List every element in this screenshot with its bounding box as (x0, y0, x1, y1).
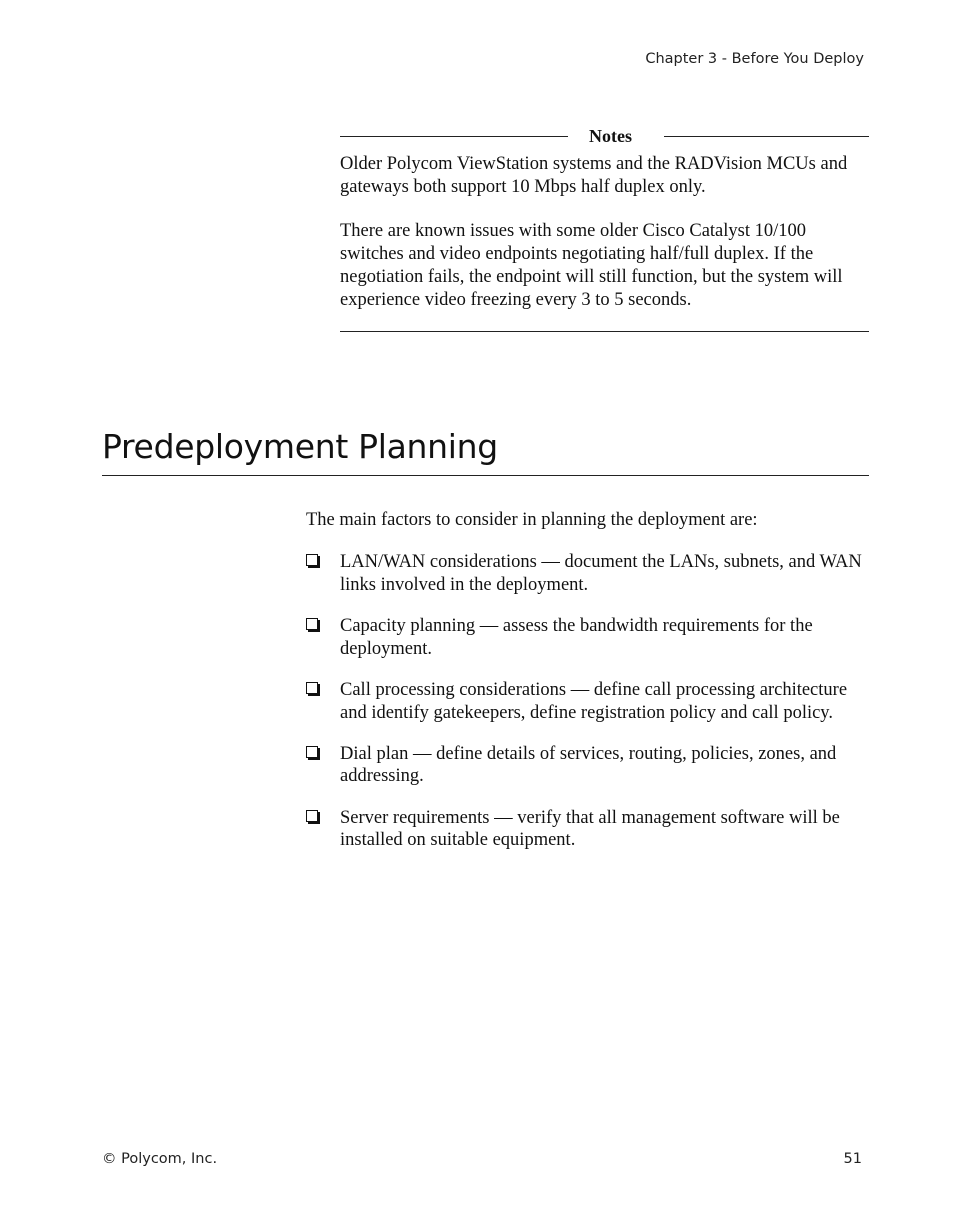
section-intro: The main factors to consider in planning the deployment are: (306, 510, 758, 530)
notes-paragraph: Older Polycom ViewStation systems and the RADVision MCUs and gateways both support 10 Mbps half duplex only. (340, 154, 848, 197)
list-item-text: Dial plan — define details of services, routing, policies, zones, and addressing. (340, 743, 837, 787)
notes-title: Notes (589, 126, 632, 146)
list-item (306, 743, 871, 788)
notes-box (340, 125, 869, 332)
list-item (306, 551, 871, 596)
list-item (306, 679, 871, 724)
checkbox-bullet-icon (306, 554, 318, 566)
notes-header (340, 125, 869, 149)
notes-rule-right (664, 136, 869, 137)
list-item (306, 807, 871, 852)
factor-list (306, 551, 871, 871)
list-item-text: LAN/WAN considerations — document the LANs, subnets, and WAN links involved in the deployment. (340, 552, 862, 595)
list-item-text: Call processing considerations — define call processing architecture and identify gatekeepers, define registration policy and call policy. (340, 679, 848, 723)
notes-rule-left (340, 136, 568, 137)
list-item (306, 615, 871, 660)
checkbox-bullet-icon (306, 746, 318, 758)
footer-page-number: 51 (843, 1151, 862, 1167)
footer-copyright: © Polycom, Inc. (102, 1151, 218, 1167)
running-head: Chapter 3 - Before You Deploy (645, 51, 864, 67)
section-heading: Predeployment Planning (102, 427, 498, 466)
list-item-text: Server requirements — verify that all management software will be installed on suitable equipment. (340, 807, 840, 851)
checkbox-bullet-icon (306, 810, 318, 822)
checkbox-bullet-icon (306, 618, 318, 630)
notes-bottom-rule (340, 331, 869, 332)
checkbox-bullet-icon (306, 682, 318, 694)
notes-paragraph: There are known issues with some older Cisco Catalyst 10/100 switches and video endpoints negotiating half/full duplex. If the negotiation fails, the endpoint will still function, but the system will experience video freezing every 3 to 5 seconds. (340, 221, 843, 310)
section-rule (102, 475, 869, 476)
list-item-text: Capacity planning — assess the bandwidth requirements for the deployment. (340, 615, 813, 659)
